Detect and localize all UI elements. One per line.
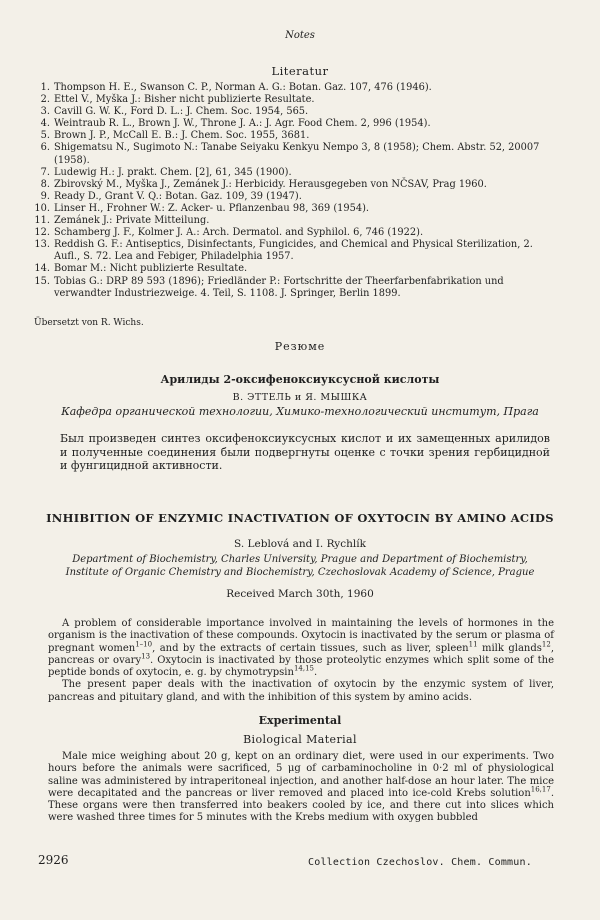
text-span: , and by the extracts of certain tissues, such as liver, spleen bbox=[152, 642, 469, 654]
citation-superscript: 11 bbox=[468, 640, 478, 649]
reference-text: Ludewig H.: J. prakt. Chem. [2], 61, 345 (1900). bbox=[54, 166, 292, 178]
page-number: 2926 bbox=[38, 853, 69, 867]
article-institution: Department of Biochemistry, Charles University, Prague and Department of Biochemistry, Institute of Organic Chemistry and Biochemistry, Czechoslovak Academy of Science, Prague bbox=[65, 554, 535, 578]
russian-summary-authors: В. ЭТТЕЛЬ и Я. МЫШКА bbox=[232, 392, 368, 403]
intro-paragraph-2: The present paper deals with the inactivation of oxytocin by the enzymic system of liver, pancreas and pituitary gland, and with the inhibition of this system by amino acids. bbox=[48, 679, 554, 703]
reference-text: Brown J. P., McCall E. B.: J. Chem. Soc. 1955, 3681. bbox=[54, 130, 310, 142]
reference-item bbox=[32, 276, 552, 300]
reference-item bbox=[32, 215, 552, 227]
reference-item bbox=[32, 106, 552, 118]
reference-item bbox=[32, 203, 552, 215]
reference-item bbox=[32, 167, 552, 179]
reference-number: 13. bbox=[34, 239, 50, 251]
reference-text: Reddish G. F.: Antiseptics, Disinfectants, Fungicides, and Chemical and Physical Sterilization, 2. Aufl., S. 72. Lea and Febiger, Philadelphia 1957. bbox=[54, 239, 533, 263]
text-span: . bbox=[313, 667, 318, 679]
reference-number: 7. bbox=[40, 166, 50, 178]
text-span: A problem of considerable importance involved in maintaining the levels of hormones in the organism is the inactivation of these compounds. Oxytocin is inactivated by the serum or plasma of pregnant women bbox=[48, 618, 554, 654]
reference-list bbox=[32, 82, 552, 300]
reference-number: 5. bbox=[40, 130, 50, 142]
reference-text: Bomar M.: Nicht publizierte Resultate. bbox=[54, 263, 248, 275]
journal-name: Collection Czechoslov. Chem. Commun. bbox=[308, 857, 532, 868]
reference-number: 1. bbox=[40, 82, 50, 93]
article-authors: S. Leblová and I. Rychlík bbox=[234, 538, 366, 550]
section-heading-experimental: Experimental bbox=[258, 714, 342, 727]
text-span: , pancreas or ovary bbox=[48, 642, 554, 666]
running-title: Notes bbox=[285, 30, 315, 41]
reference-text: Weintraub R. L., Brown J. W., Throne J. A.: J. Agr. Food Chem. 2, 996 (1954). bbox=[54, 118, 431, 130]
received-date: Received March 30th, 1960 bbox=[226, 588, 374, 600]
translator-note: Übersetzt von R. Wichs. bbox=[34, 318, 144, 328]
reference-text: Cavill G. W. K., Ford D. L.: J. Chem. Soc. 1954, 565. bbox=[54, 106, 309, 118]
reference-number: 2. bbox=[40, 94, 50, 106]
citation-superscript: 16,17 bbox=[530, 785, 551, 794]
russian-summary-title: Арилиды 2-оксифеноксиуксусной кислоты bbox=[160, 373, 440, 386]
reference-text: Zbirovský M., Myška J., Zemánek J.: Herbicidy. Herausgegeben von NČSAV, Prag 1960. bbox=[54, 178, 487, 190]
methods bbox=[48, 751, 554, 825]
citation-superscript: 13 bbox=[141, 652, 151, 661]
reference-number: 11. bbox=[34, 215, 50, 227]
reference-text: Schamberg J. F., Kolmer J. A.: Arch. Dermatol. and Syphilol. 6, 746 (1922). bbox=[54, 227, 424, 239]
reference-item bbox=[32, 130, 552, 142]
reference-text: Shigematsu N., Sugimoto N.: Tanabe Seiyaku Kenkyu Nempo 3, 8 (1958); Chem. Abstr. 52, 20007 (1958). bbox=[54, 142, 540, 166]
reference-item bbox=[32, 94, 552, 106]
reference-item bbox=[32, 82, 552, 94]
reference-number: 12. bbox=[34, 227, 50, 239]
literature-heading: Literatur bbox=[271, 64, 329, 78]
reference-item bbox=[32, 191, 552, 203]
introduction bbox=[48, 618, 554, 704]
reference-number: 4. bbox=[40, 118, 50, 130]
reference-item bbox=[32, 263, 552, 275]
reference-number: 8. bbox=[40, 178, 50, 190]
reference-item bbox=[32, 179, 552, 191]
reference-text: Ready D., Grant V. Q.: Botan. Gaz. 109, 39 (1947). bbox=[54, 190, 302, 202]
text-span: Male mice weighing about 20 g, kept on an ordinary diet, were used in our experiments. Two hours before the animals were sacrificed, 5 μg of carbaminocholine in 0·2 ml of physiological saline was administered by intraperitoneal injection, and another half-dose an hour later. The mice were decapitated and the pancreas or liver removed and placed into ice-cold Krebs solution bbox=[48, 751, 554, 799]
text-span: . Oxytocin is inactivated by those proteolytic enzymes which split some of the peptide bonds of oxytocin, e. g. by chymotrypsin bbox=[48, 654, 554, 679]
reference-number: 14. bbox=[34, 263, 50, 275]
reference-text: Linser H., Frohner W.: Z. Acker- u. Pflanzenbau 98, 369 (1954). bbox=[54, 202, 370, 214]
reference-item bbox=[32, 142, 552, 166]
russian-summary-abstract: Был произведен синтез оксифеноксиуксусных кислот и их замещенных арилидов и полученные соединения были подвергнуты оценке с точки зрения гербицидной и фунгицидной активности. bbox=[60, 432, 550, 472]
reference-number: 10. bbox=[34, 202, 50, 214]
reference-number: 6. bbox=[40, 142, 50, 154]
reference-item bbox=[32, 227, 552, 239]
intro-paragraph-1 bbox=[48, 618, 554, 679]
reference-text: Tobias G.: DRP 89 593 (1896); Friedländer P.: Fortschritte der Theerfarbenfabrikation und verwandter Industriezweige. 4. Teil, S. 1108. J. Springer, Berlin 1899. bbox=[54, 275, 504, 299]
citation-superscript: 12 bbox=[541, 640, 551, 649]
reference-text: Thompson H. E., Swanson C. P., Norman A. G.: Botan. Gaz. 107, 476 (1946). bbox=[54, 82, 432, 93]
reference-number: 15. bbox=[34, 275, 50, 287]
reference-number: 3. bbox=[40, 106, 50, 118]
reference-item bbox=[32, 118, 552, 130]
methods-paragraph bbox=[48, 751, 554, 825]
russian-summary-heading: Резюме bbox=[274, 340, 326, 353]
text-span: . These organs were then transferred into beakers cooled by ice, and there cut into slices which were washed three times for 5 minutes with the Krebs medium with oxygen bubbled bbox=[48, 787, 554, 824]
reference-text: Ettel V., Myška J.: Bisher nicht publizierte Resultate. bbox=[54, 94, 315, 106]
article-title: INHIBITION OF ENZYMIC INACTIVATION OF OXYTOCIN BY AMINO ACIDS bbox=[46, 511, 554, 525]
reference-text: Zemánek J.: Private Mitteilung. bbox=[54, 215, 210, 227]
citation-superscript: 1–10 bbox=[135, 640, 153, 649]
reference-number: 9. bbox=[40, 190, 50, 202]
russian-summary-institution: Кафедра органической технологии, Химико-технологический институт, Прага bbox=[61, 405, 539, 418]
subsection-heading-biological-material: Biological Material bbox=[243, 733, 357, 746]
reference-item bbox=[32, 239, 552, 263]
text-span: milk glands bbox=[477, 642, 542, 654]
citation-superscript: 14,15 bbox=[293, 664, 314, 673]
